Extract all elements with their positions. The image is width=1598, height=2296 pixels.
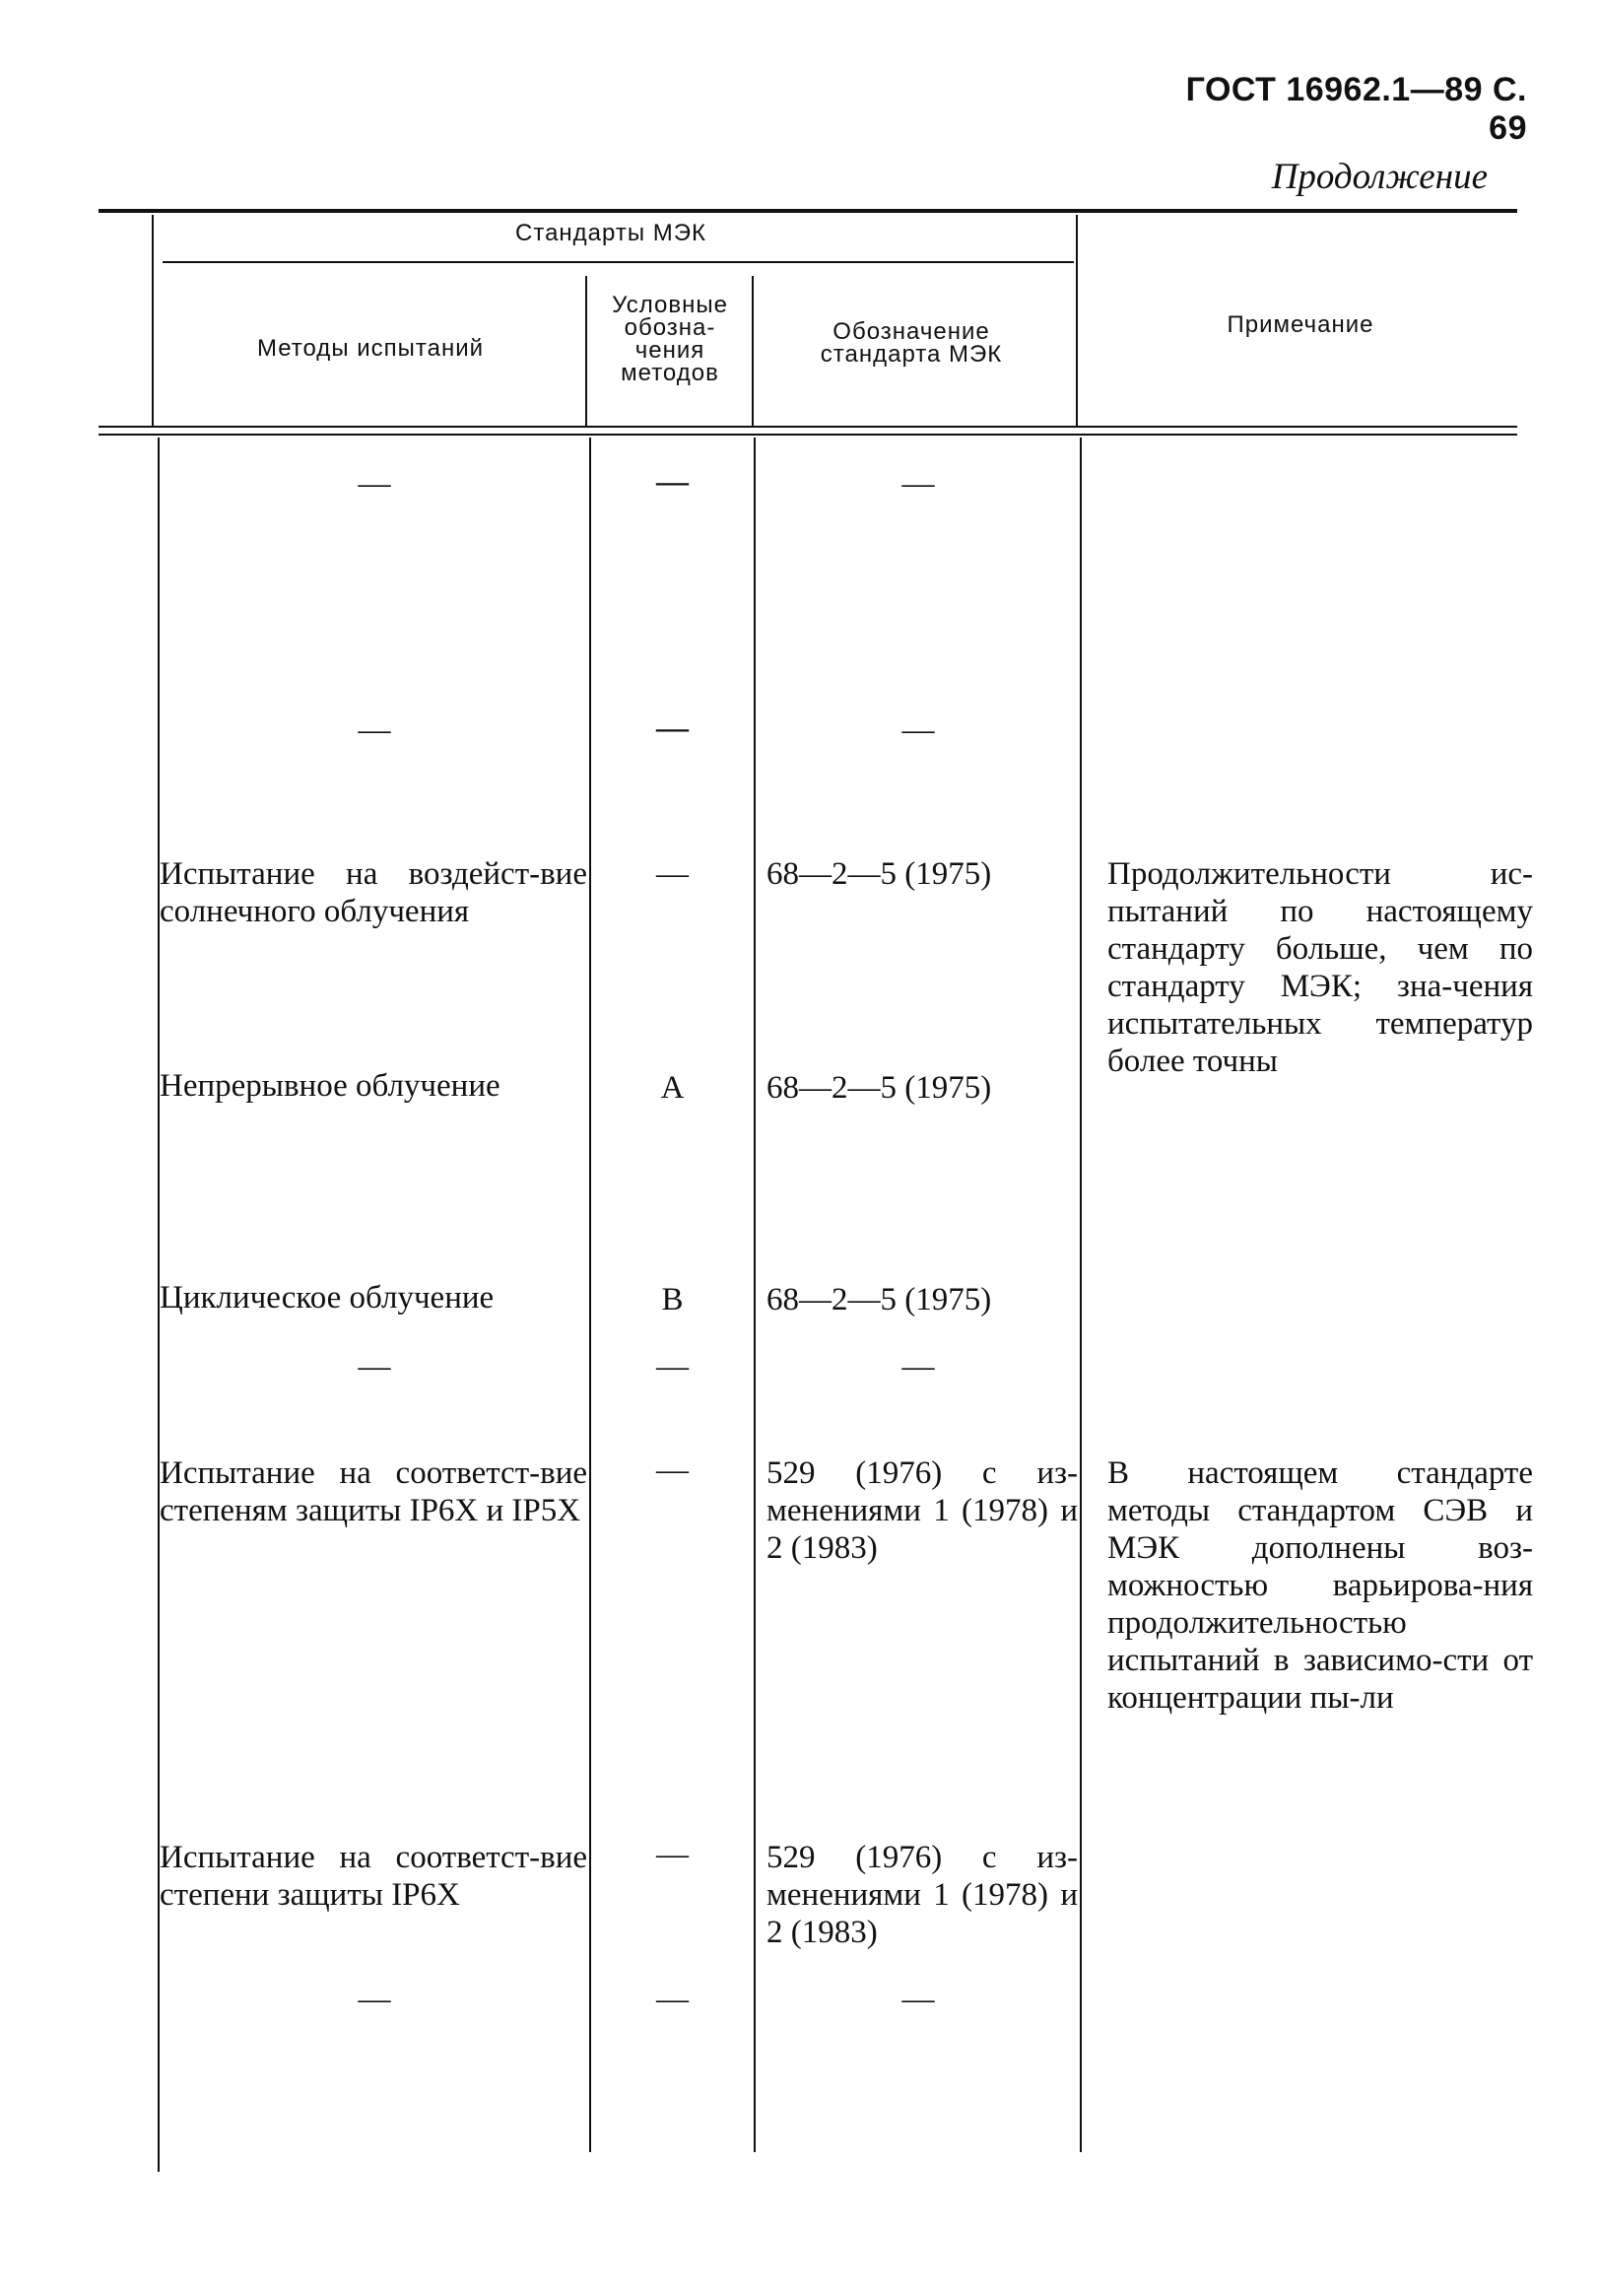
header-rule-2: [99, 434, 1517, 436]
row7-designation: 529 (1976) с из-менениями 1 (1978) и 2 (1983): [766, 1455, 1078, 1566]
header-methods: Методы испытаний: [256, 335, 485, 362]
body-line-2: [754, 438, 756, 2152]
row8-symbol: —: [656, 1837, 689, 1872]
row5-symbol: B: [661, 1282, 684, 1317]
col-line-1: [585, 276, 587, 426]
table-row: —: [358, 466, 391, 502]
page-header-ref: ГОСТ 16962.1—89 С. 69: [1185, 71, 1527, 147]
continuation-label: Продолжение: [1271, 157, 1488, 197]
header-group: Стандарты МЭК: [515, 220, 706, 246]
body-line-3: [1080, 438, 1082, 2152]
header-note: Примечание: [1227, 311, 1374, 338]
header-symbols: Условные обозна-чения методов: [612, 292, 728, 386]
col-line-3: [1076, 215, 1078, 426]
row2-designation: —: [901, 712, 935, 748]
header-rule-1: [99, 426, 1517, 428]
row2-symbol: —: [656, 710, 689, 746]
row5-designation: 68—2—5 (1975): [766, 1282, 992, 1317]
group-underline: [163, 261, 1074, 263]
row9-symbol: —: [656, 1982, 689, 2017]
table-top-rule: [99, 209, 1517, 213]
row6-designation: —: [901, 1349, 935, 1384]
table-row: Циклическое облучение: [160, 1280, 495, 1316]
row8-designation: 529 (1976) с из-менениями 1 (1978) и 2 (1983): [766, 1840, 1078, 1950]
col-line-2: [752, 276, 754, 426]
row4-symbol: A: [660, 1070, 685, 1106]
row3-note: Продолжительности ис-пытаний по настоящему стандарту больше, чем по стандарту МЭК; зна-чения испытательных температур более точны: [1107, 856, 1533, 1079]
table-row: Испытание на соответст-вие степеням защиты IP6X и IP5X: [160, 1455, 587, 1528]
row3-symbol: —: [656, 856, 689, 892]
row1-symbol: —: [656, 464, 689, 500]
table-row: —: [358, 1982, 391, 2017]
row7-symbol: —: [656, 1452, 689, 1488]
row4-designation: 68—2—5 (1975): [766, 1070, 992, 1106]
row7-note: В настоящем стандарте методы стандартом СЭВ и МЭК дополнены воз-можностью варьирова-ния продолжительностью испытаний в зависимо-сти от концентрации пы-ли: [1107, 1455, 1533, 1716]
row3-designation: 68—2—5 (1975): [766, 856, 992, 892]
row9-designation: —: [901, 1982, 935, 2017]
table-row: Испытание на воздейст-вие солнечного облучения: [160, 856, 587, 929]
table-row: —: [358, 712, 391, 748]
col-line-0: [152, 215, 154, 426]
table-row: Испытание на соответст-вие степени защиты IP6X: [160, 1840, 587, 1913]
header-designation: Обозначение стандарта МЭК: [820, 318, 1003, 368]
table-row: Непрерывное облучение: [160, 1068, 500, 1104]
table-row: —: [358, 1349, 391, 1384]
row1-designation: —: [901, 466, 935, 502]
row6-symbol: —: [656, 1349, 689, 1384]
